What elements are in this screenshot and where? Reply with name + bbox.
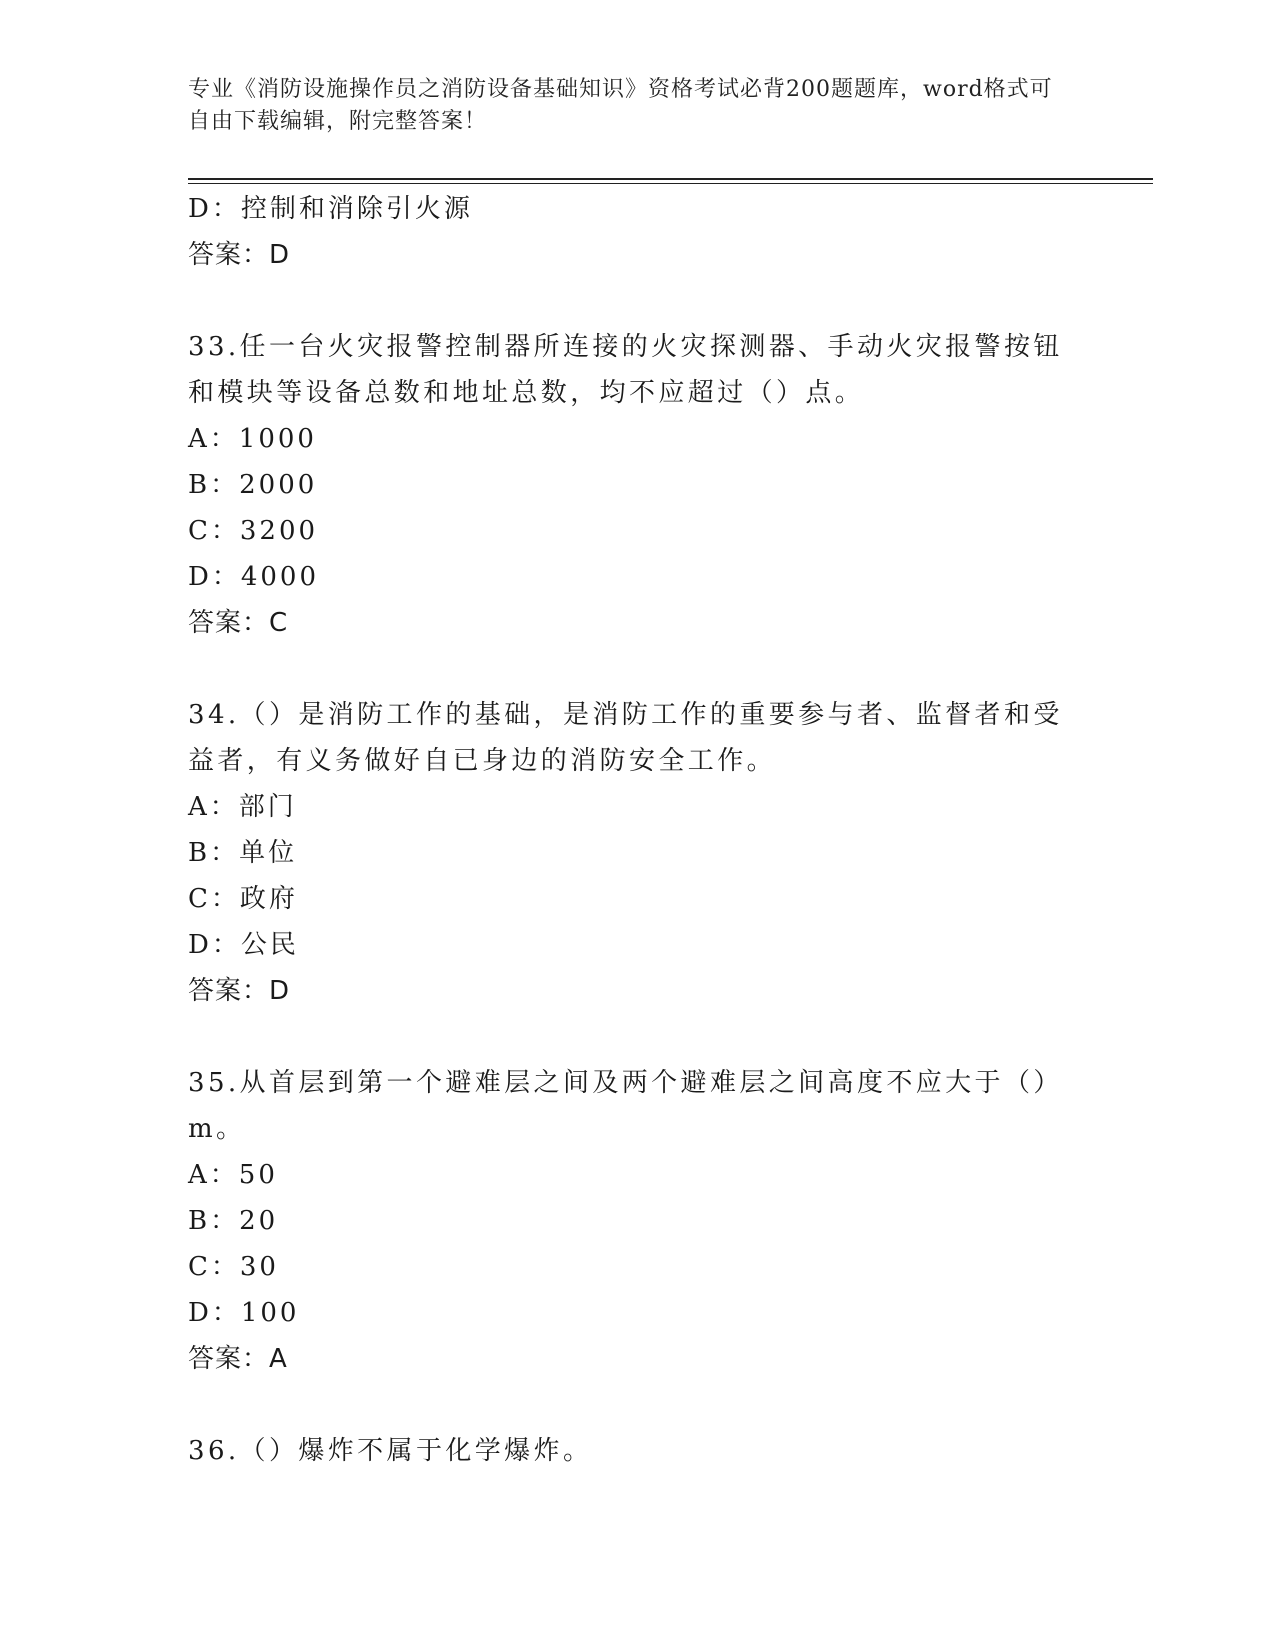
- question-34: [188, 692, 1088, 1014]
- question-35: [188, 1060, 1088, 1382]
- option-c: C：政府: [188, 884, 298, 914]
- header-divider-thin: [188, 183, 1153, 184]
- question-stem: 34.（）是消防工作的基础，是消防工作的重要参与者、监督者和受益者，有义务做好自已身边的消防安全工作。: [188, 700, 1063, 776]
- question-stem: 35.从首层到第一个避难层之间及两个避难层之间高度不应大于（）m。: [188, 1068, 1063, 1144]
- answer-line: 答案：A: [188, 1344, 288, 1374]
- option-a: A：1000: [188, 424, 317, 454]
- document-header: 专业《消防设施操作员之消防设备基础知识》资格考试必背200题题库，word格式可自由下载编辑，附完整答案！: [188, 77, 1053, 134]
- question-33: [188, 324, 1088, 646]
- question-36: [188, 1428, 1088, 1474]
- header-divider-thick: [188, 178, 1153, 180]
- spacer: [188, 278, 1088, 324]
- option-d: D：控制和消除引火源: [188, 194, 473, 224]
- option-c: C：30: [188, 1252, 279, 1282]
- option-d: D：公民: [188, 930, 299, 960]
- option-d: D：100: [188, 1298, 300, 1328]
- option-b: B：20: [188, 1206, 279, 1236]
- option-b: B：2000: [188, 470, 318, 500]
- answer-line: 答案：D: [188, 240, 291, 270]
- question-32-tail: [188, 186, 1088, 278]
- question-stem: 33.任一台火灾报警控制器所连接的火灾探测器、手动火灾报警按钮和模块等设备总数和地址总数，均不应超过（）点。: [188, 332, 1063, 408]
- spacer: [188, 1382, 1088, 1428]
- answer-line: 答案：C: [188, 608, 289, 638]
- question-stem: 36.（）爆炸不属于化学爆炸。: [188, 1436, 593, 1466]
- spacer: [188, 646, 1088, 692]
- option-a: A：部门: [188, 792, 297, 822]
- spacer: [188, 1014, 1088, 1060]
- answer-line: 答案：D: [188, 976, 291, 1006]
- option-b: B：单位: [188, 838, 298, 868]
- option-a: A：50: [188, 1160, 278, 1190]
- option-d: D：4000: [188, 562, 320, 592]
- question-list: [188, 186, 1088, 1474]
- option-c: C：3200: [188, 516, 319, 546]
